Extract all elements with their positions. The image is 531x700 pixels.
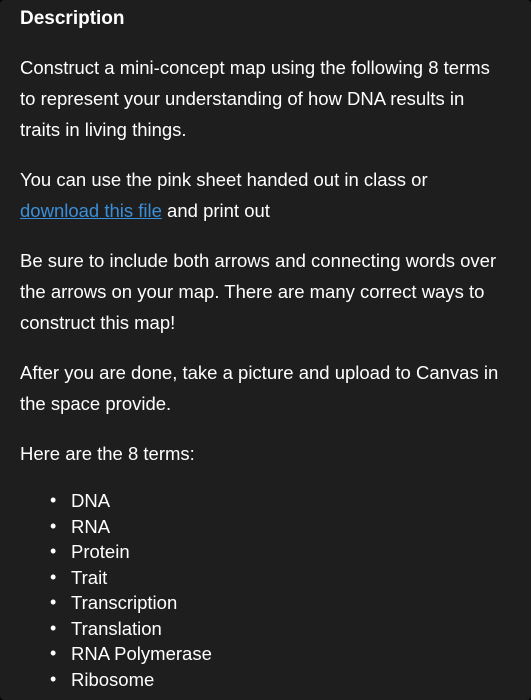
term-label: Ribosome — [71, 668, 155, 690]
bullet-icon: • — [50, 490, 57, 510]
terms-list — [20, 488, 509, 692]
bullet-icon: • — [50, 617, 57, 638]
terms-heading: Here are the 8 terms: — [20, 443, 195, 464]
list-item — [50, 488, 509, 514]
list-item — [50, 641, 509, 667]
list-item — [50, 514, 509, 540]
bullet-icon: • — [50, 592, 57, 612]
intro-paragraph: Construct a mini-concept map using the following 8 terms to represent your understanding of how DNA results in traits in living things. — [20, 57, 490, 140]
term-label: Trait — [71, 566, 108, 588]
term-label: RNA — [71, 515, 111, 537]
list-item — [50, 616, 509, 642]
description-heading: Description — [20, 8, 125, 29]
term-label: DNA — [71, 490, 111, 511]
list-item — [50, 565, 509, 591]
pink-sheet-text: You can use the pink sheet handed out in class or — [20, 169, 428, 190]
list-item — [50, 539, 509, 565]
list-item — [50, 590, 509, 616]
bullet-icon: • — [50, 515, 57, 536]
term-label: Translation — [71, 617, 162, 639]
bullet-icon: • — [50, 643, 57, 663]
term-label: Transcription — [71, 592, 178, 613]
bullet-icon: • — [50, 668, 57, 689]
bullet-icon: • — [50, 566, 57, 587]
download-file-link[interactable]: download this file — [20, 200, 162, 221]
print-out-text: and print out — [161, 200, 270, 221]
bullet-icon: • — [50, 541, 57, 561]
arrows-paragraph: Be sure to include both arrows and connecting words over the arrows on your map. There are many correct ways to construct this map! — [20, 250, 497, 333]
pink-sheet-paragraph — [20, 164, 509, 226]
term-label: Protein — [71, 541, 130, 562]
list-item — [50, 667, 509, 693]
upload-paragraph: After you are done, take a picture and upload to Canvas in the space provide. — [20, 362, 499, 414]
term-label: RNA Polymerase — [71, 643, 212, 664]
